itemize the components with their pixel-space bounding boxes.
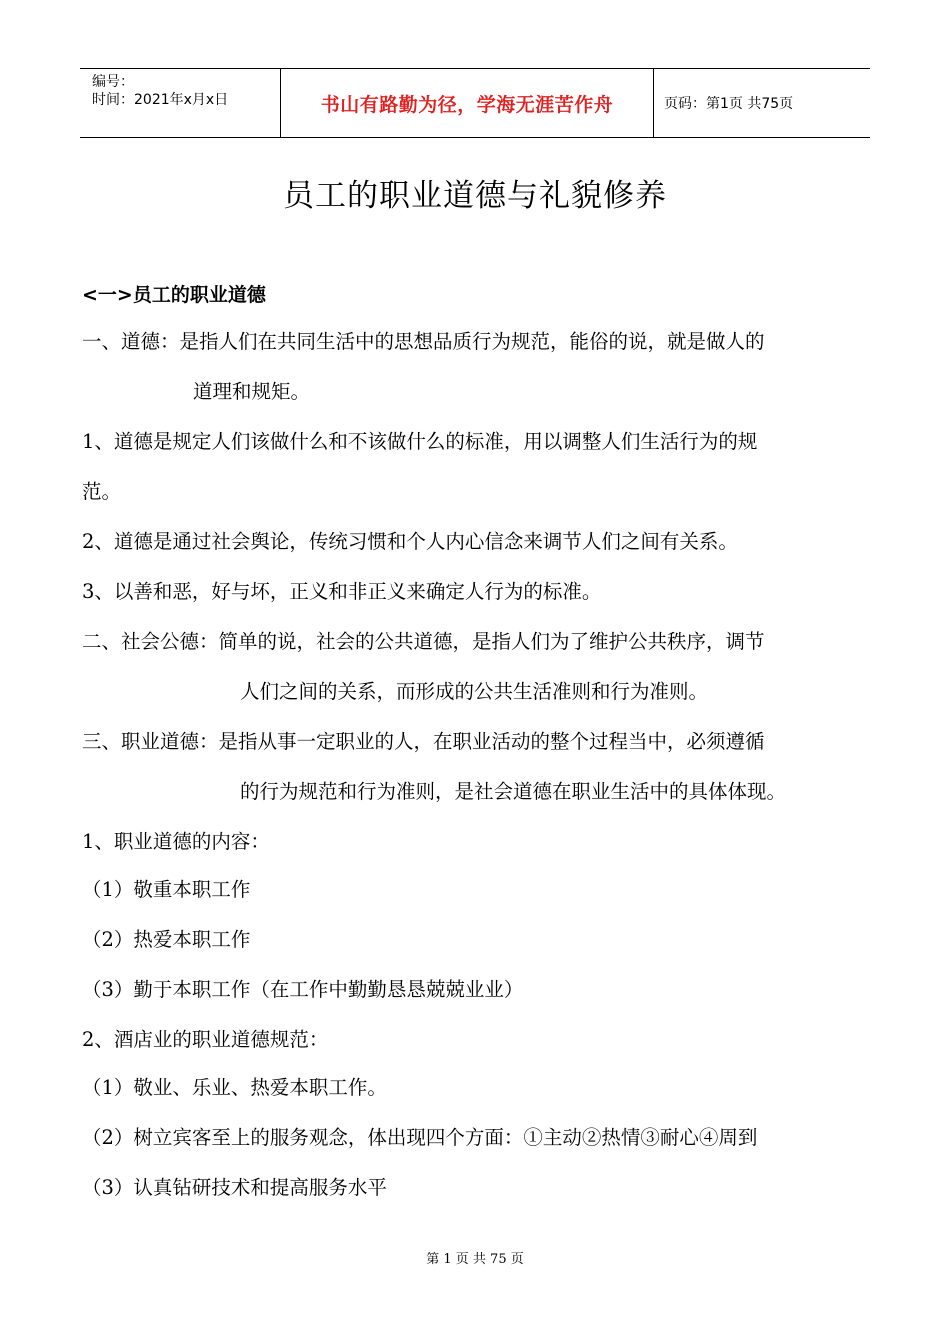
text-line: 三、职业道德：是指从事一定职业的人，在职业活动的整个过程当中，必须遵循 (82, 730, 765, 753)
header-motto-cell (280, 69, 654, 137)
header-page-info: 页码：第1页 共75页 (664, 96, 794, 112)
text-line: 二、社会公德：简单的说，社会的公共道德，是指人们为了维护公共秩序，调节 (82, 630, 765, 653)
text-line: （1）敬重本职工作 (82, 878, 251, 901)
text-line: （2）树立宾客至上的服务观念，体出现四个方面：①主动②热情③耐心④周到 (82, 1126, 758, 1149)
page-header (80, 68, 870, 138)
text-line: 一、道德：是指人们在共同生活中的思想品质行为规范，能俗的说，就是做人的 (82, 330, 765, 353)
text-line: 1、道德是规定人们该做什么和不该做什么的标准，用以调整人们生活行为的规 (82, 430, 758, 453)
text-line: （2）热爱本职工作 (82, 928, 251, 951)
text-line: 的行为规范和行为准则，是社会道德在职业生活中的具体体现。 (240, 780, 787, 803)
document-title: 员工的职业道德与礼貌修养 (283, 178, 667, 214)
document-time-label: 时间：2021年x月x日 (92, 92, 229, 108)
page-footer: 第 1 页 共 75 页 (426, 1252, 524, 1267)
text-line: （3）认真钻研技术和提高服务水平 (82, 1176, 387, 1199)
header-motto: 书山有路勤为径，学海无涯苦作舟 (320, 93, 614, 116)
text-line: 道理和规矩。 (193, 380, 311, 403)
text-line: 3、以善和恶，好与坏，正义和非正义来确定人行为的标准。 (82, 580, 602, 603)
text-line: 人们之间的关系，而形成的公共生活准则和行为准则。 (240, 680, 709, 703)
section-heading: <一>员工的职业道德 (82, 284, 266, 306)
document-number-label: 编号： (92, 74, 134, 90)
text-line: 2、酒店业的职业道德规范： (82, 1028, 329, 1051)
text-line: （1）敬业、乐业、热爱本职工作。 (82, 1076, 387, 1099)
text-line: （3）勤于本职工作（在工作中勤勤恳恳兢兢业业） (82, 978, 524, 1001)
text-line: 范。 (82, 480, 122, 503)
header-meta (80, 69, 280, 137)
text-line: 2、道德是通过社会舆论，传统习惯和个人内心信念来调节人们之间有关系。 (82, 530, 738, 553)
text-line: 1、职业道德的内容： (82, 830, 270, 853)
